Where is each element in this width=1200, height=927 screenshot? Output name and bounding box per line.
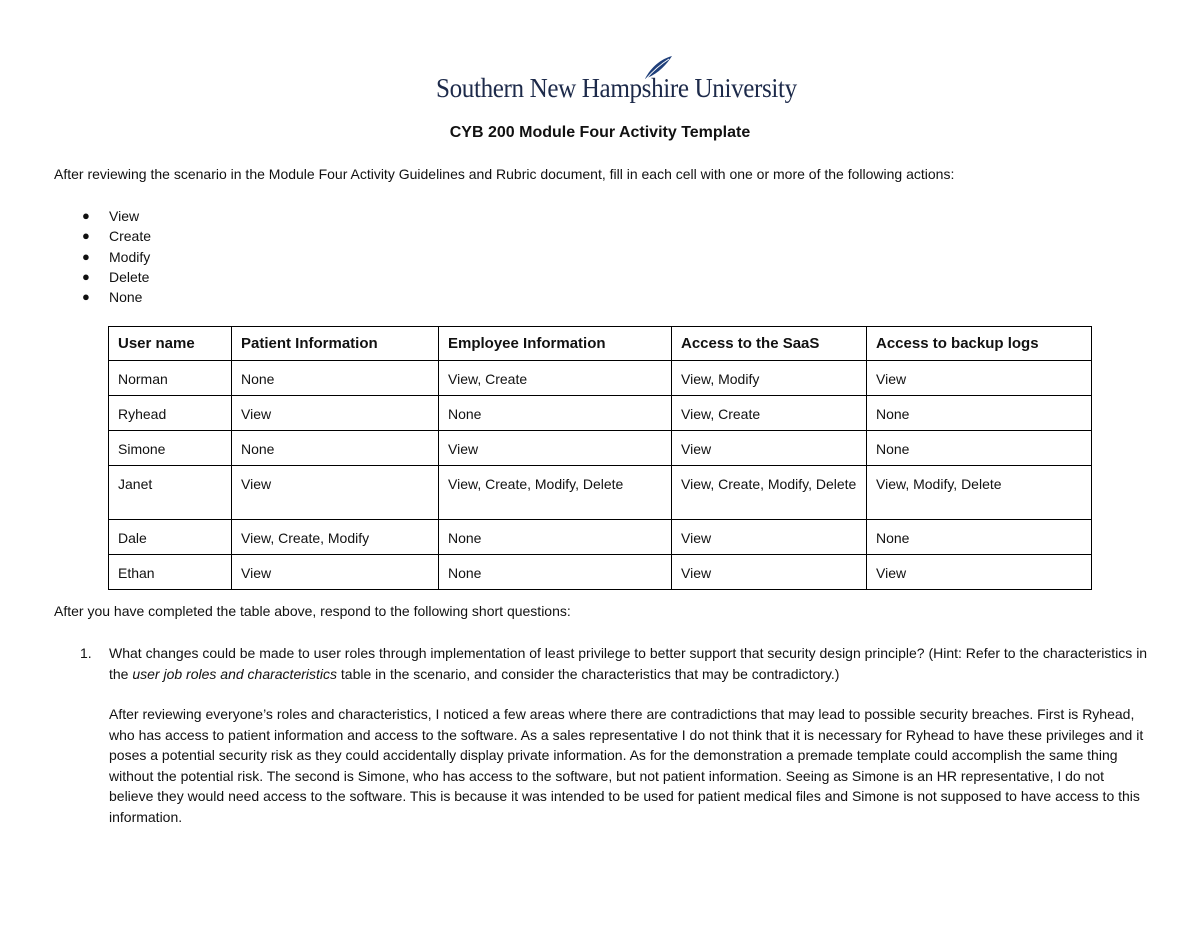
university-logo: [436, 55, 797, 105]
table-header-row: [109, 327, 1092, 361]
logo-wordmark: Southern New Hampshire University: [436, 73, 797, 103]
table-cell: View: [672, 520, 867, 555]
answer-paragraph: After reviewing everyone’s roles and characteristics, I noticed a few areas where there are contradictions that may lead to possible security breaches. First is Ryhead, who has access to patient information and access to the software. As a sales representative I do not think that it is necessary for Ryhead to have these privileges and it poses a potential security risk as they could accidentally display private information. As for the demonstration a premade template could accomplish the same thing without the potential risk. The second is Simone, who has access to the software, but not patient information. Seeing as Simone is an HR representative, I do not believe they would need access to the software. This is because it was intended to be used for patient medical files and Simone is not supposed to have access to this information.: [109, 706, 1144, 825]
table-cell: View: [232, 466, 439, 520]
bullet-icon: ●: [82, 248, 90, 264]
questions-intro: After you have completed the table above, respond to the following short questions:: [54, 603, 571, 619]
table-row: [109, 555, 1092, 590]
table-row: [109, 361, 1092, 396]
table-cell: Janet: [109, 466, 232, 520]
column-header: Patient Information: [232, 327, 439, 361]
list-item: ● Create: [82, 228, 152, 245]
list-item: ● View: [82, 208, 140, 224]
table-cell: View, Modify, Delete: [867, 466, 1092, 520]
table-cell: View, Create, Modify, Delete: [672, 466, 867, 520]
table-cell: View: [867, 361, 1092, 396]
table-cell: View: [867, 555, 1092, 590]
question-number: 1.: [80, 645, 92, 661]
table-row: [109, 520, 1092, 555]
table-cell: View, Create, Modify, Delete: [439, 466, 672, 520]
table-cell: View, Create: [439, 361, 672, 396]
table-cell: None: [232, 431, 439, 466]
table-cell: View: [232, 396, 439, 431]
column-header: Access to the SaaS: [672, 327, 867, 361]
table-cell: View: [439, 431, 672, 466]
column-header: Access to backup logs: [867, 327, 1092, 361]
table-cell: Ethan: [109, 555, 232, 590]
table-cell: None: [232, 361, 439, 396]
table-cell: None: [439, 520, 672, 555]
access-matrix-table: [108, 326, 1092, 590]
intro-paragraph: After reviewing the scenario in the Module Four Activity Guidelines and Rubric document, fill in each cell with one or more of the following actions:: [54, 166, 955, 182]
page-title: CYB 200 Module Four Activity Template: [449, 124, 751, 141]
bullet-icon: ●: [82, 228, 90, 244]
table-cell: None: [867, 520, 1092, 555]
table-row: [109, 396, 1092, 431]
table-cell: View: [672, 431, 867, 466]
table-cell: None: [867, 396, 1092, 431]
table-cell: None: [439, 555, 672, 590]
table-cell: View: [232, 555, 439, 590]
column-header: Employee Information: [439, 327, 672, 361]
bullet-icon: ●: [82, 208, 90, 223]
list-item: ● Modify: [82, 248, 151, 265]
table-cell: Ryhead: [109, 396, 232, 431]
list-item: ● None: [82, 289, 143, 306]
table-cell: Simone: [109, 431, 232, 466]
table-row: [109, 466, 1092, 520]
table-cell: View: [672, 555, 867, 590]
bullet-icon: ●: [82, 268, 90, 284]
actions-list: [82, 207, 151, 308]
list-item: ● Delete: [82, 268, 150, 285]
italic-phrase: user job roles and characteristics: [132, 665, 338, 682]
table-cell: View, Modify: [672, 361, 867, 396]
table-cell: None: [439, 396, 672, 431]
table-cell: Norman: [109, 361, 232, 396]
question-text: What changes could be made to user roles through implementation of least privilege to better support that security design principle? (Hint: Refer to the characteristics in the user job roles and characteristics table in the scenario, and consider the characteristics that may be contradictory.): [109, 645, 1148, 682]
table-cell: View, Create, Modify: [232, 520, 439, 555]
table-cell: Dale: [109, 520, 232, 555]
table-cell: View, Create: [672, 396, 867, 431]
column-header: User name: [109, 327, 232, 361]
table-cell: None: [867, 431, 1092, 466]
bullet-icon: ●: [82, 289, 90, 305]
table-row: [109, 431, 1092, 466]
